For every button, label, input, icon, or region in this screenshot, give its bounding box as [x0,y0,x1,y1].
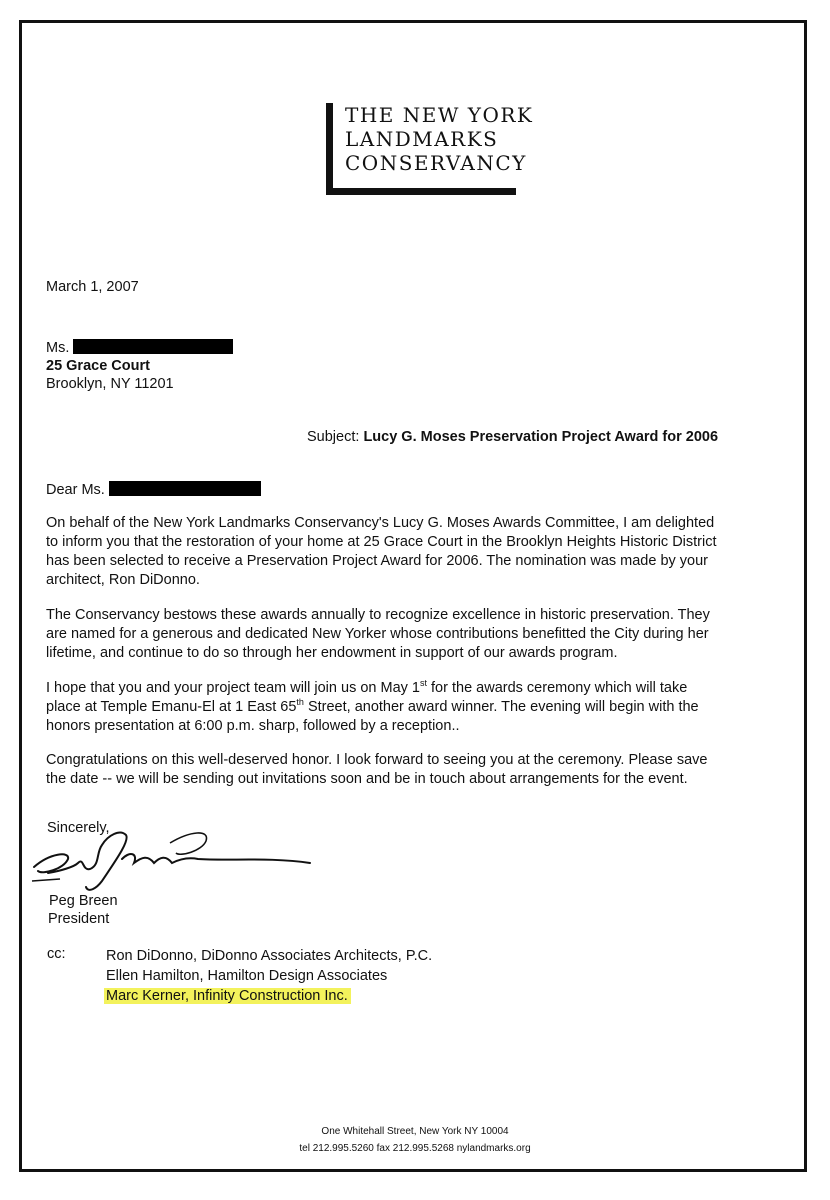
recipient-prefix: Ms. [46,340,70,356]
paragraph-line [46,698,786,717]
letter-date: March 1, 2007 [46,279,139,295]
paragraph-line: are named for a generous and dedicated New Yorker whose contributions benefitted the City during her [46,626,709,642]
footer-contact: tel 212.995.5260 fax 212.995.5268 nylandmarks.org [299,1143,531,1154]
paragraph-line: honors presentation at 6:00 p.m. sharp, followed by a reception.. [46,718,460,734]
logo-line-2: LANDMARKS [345,127,499,151]
paragraph-2 [46,606,786,663]
paragraph-line: Congratulations on this well-deserved honor. I look forward to seeing you at the ceremony. Please save [46,752,708,768]
cc-item: Ron DiDonno, DiDonno Associates Architects, P.C. [106,948,433,964]
paragraph-line: has been selected to receive a Preservation Project Award for 2006. The nomination was made by your [46,553,709,569]
paragraph-4 [46,751,786,789]
paragraph-1 [46,514,786,590]
paragraph-line: the date -- we will be sending out invitations soon and be in touch about arrangements for the event. [46,771,688,787]
paragraph-line: The Conservancy bestows these awards annually to recognize excellence in historic preservation. They [46,607,710,623]
recipient-city: Brooklyn, NY 11201 [46,376,174,392]
p3-line2-sup: th [296,697,304,708]
p3-line1-post: for the awards ceremony which will take [427,680,688,696]
recipient-street: 25 Grace Court [46,358,150,374]
paragraph-line: to inform you that the restoration of your home at 25 Grace Court in the Brooklyn Heights Historic District [46,534,717,550]
p3-line1-sup: st [419,678,427,689]
logo-line-1: THE NEW YORK [345,103,534,127]
subject-line [307,428,718,447]
conservancy-logo [326,103,534,195]
handwritten-signature [30,823,320,903]
cc-label: cc: [47,946,66,962]
p3-line2-post: Street, another award winner. The evening will begin with the [303,699,699,715]
paragraph-line: On behalf of the New York Landmarks Conservancy's Lucy G. Moses Awards Committee, I am delighted [46,515,715,531]
redaction-bar [73,339,233,354]
p3-line2-pre: place at Temple Emanu-El at 1 East 65 [46,699,297,715]
greeting [46,481,261,500]
subject-text: Lucy G. Moses Preservation Project Award for 2006 [363,429,719,445]
paragraph-line [46,679,786,698]
recipient-name-line [46,339,233,358]
logo-line-3: CONSERVANCY [345,151,527,175]
footer-address: One Whitehall Street, New York NY 10004 [321,1126,509,1137]
closing: Sincerely, [47,820,110,836]
subject-label: Subject: [307,429,360,445]
cc-list [106,946,432,1006]
p3-line1-pre: I hope that you and your project team will join us on May 1 [46,680,420,696]
paragraph-line: architect, Ron DiDonno. [46,572,200,588]
highlighted-text: Marc Kerner, Infinity Construction Inc. [104,988,351,1004]
greeting-text: Dear Ms. [46,482,105,498]
redaction-bar [109,481,261,496]
signer-name: Peg Breen [49,893,118,909]
cc-item-highlighted [106,986,432,1006]
paragraph-line: lifetime, and continue to do so through her endowment in support of our awards program. [46,645,618,661]
signer-title: President [48,911,110,927]
cc-item: Ellen Hamilton, Hamilton Design Associates [106,968,388,984]
paragraph-3 [46,679,786,736]
